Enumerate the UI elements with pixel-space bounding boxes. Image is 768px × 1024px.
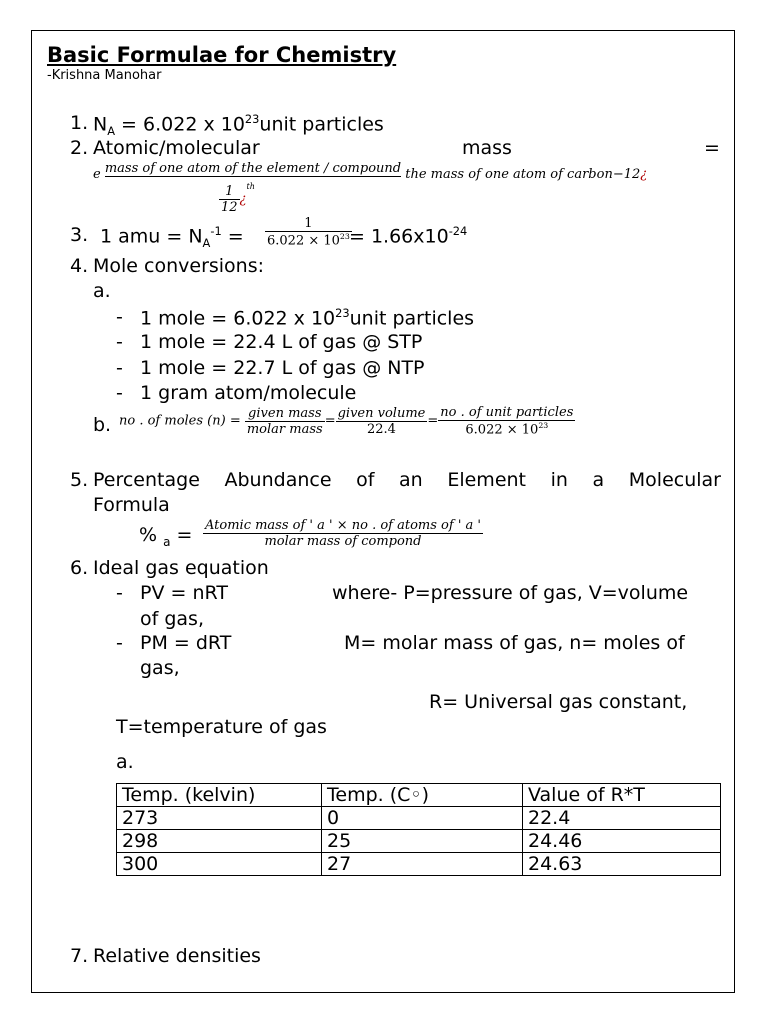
table-header-cell: Temp. (kelvin) (117, 784, 322, 807)
atomic-mass-word-1: Atomic/molecular (93, 137, 260, 159)
table-cell: 0 (322, 807, 523, 830)
avogadro-exponent: 23 (244, 112, 260, 126)
pv-equation: PV = nRT (140, 582, 228, 604)
pv-note: where- P=pressure of gas, V=volume (332, 582, 689, 604)
document-title: Basic Formulae for Chemistry (47, 43, 397, 67)
formula-numerator: mass of one atom of the element / compound (104, 161, 402, 176)
mole-particles-exponent: 23 (335, 306, 350, 320)
mole-ntp-line: 1 mole = 22.7 L of gas @ NTP (140, 357, 425, 379)
pm-equation: PM = dRT (140, 632, 232, 654)
pm-note: M= molar mass of gas, n= moles of (344, 632, 685, 654)
rt-values-table (116, 783, 721, 876)
item-number-7: 7. (70, 945, 89, 967)
particles-fraction-denominator (438, 421, 575, 437)
percentage-abundance-line-2: Formula (93, 494, 170, 516)
sub-item-6a-label: a. (116, 751, 134, 773)
amu-fraction-body (265, 216, 352, 248)
moles-equals-1: = (324, 413, 336, 429)
particles-den-exponent: 23 (538, 421, 549, 430)
mass-fraction-numerator: given mass (245, 406, 325, 422)
formula-e: e (93, 167, 101, 182)
mole-particles-text: 1 mole = 6.022 x 10 (140, 307, 336, 330)
table-cell: 300 (117, 853, 322, 876)
percentage-abundance-line-1: Percentage Abundance of an Element in a Molecular (93, 469, 721, 491)
item-number-6: 6. (70, 557, 89, 579)
amu-equals: = (221, 225, 244, 248)
table-header-cell: Temp. (C◦) (322, 784, 523, 807)
table-cell: 25 (322, 830, 523, 853)
item-number-3: 3. (70, 224, 89, 246)
bullet-dash-1: - (116, 306, 123, 328)
table-row (117, 853, 721, 876)
mole-conversions-heading: Mole conversions: (93, 255, 265, 277)
item-number-5: 5. (70, 469, 89, 491)
sub-item-b-label: b. (93, 414, 112, 436)
fraction-numerator: 1 (219, 184, 240, 200)
mass-fraction-denominator: molar mass (246, 421, 323, 437)
author-line: -Krishna Manohar (47, 68, 162, 83)
amu-den-exponent: 23 (339, 232, 350, 241)
mass-fraction (245, 406, 325, 437)
percent-equals: = (176, 524, 193, 546)
fraction-1-12 (219, 184, 240, 215)
bullet-dash-2: - (116, 331, 123, 353)
gram-atom-line: 1 gram atom/molecule (140, 382, 357, 404)
pm-note-continued: gas, (140, 657, 180, 679)
moles-formula (119, 405, 575, 437)
percentage-numerator: Atomic mass of ' a ' × no . of atoms of ' a ' (205, 518, 481, 533)
avogadro-line (93, 112, 384, 138)
percent-sign: % (139, 524, 158, 546)
r-constant-note: R= Universal gas constant, (429, 691, 688, 713)
bullet-dash-6: - (116, 632, 123, 654)
ideal-gas-heading: Ideal gas equation (93, 557, 269, 579)
bullet-dash-5: - (116, 582, 123, 604)
amu-fraction (265, 216, 352, 248)
item-number-2: 2. (70, 137, 89, 159)
formula-error-glyph: ¿ (640, 167, 648, 182)
item-number-1: 1. (70, 112, 89, 134)
percentage-denominator: molar mass of compond (264, 534, 422, 549)
pv-note-continued: of gas, (140, 608, 204, 630)
amu-value (349, 224, 467, 247)
table-cell: 273 (117, 807, 322, 830)
mole-particles-line (140, 306, 474, 329)
temperature-note: T=temperature of gas (116, 716, 327, 738)
amu-subscript: A (202, 236, 211, 251)
atomic-mass-equals: = (704, 137, 720, 159)
table-cell: 24.46 (523, 830, 721, 853)
table-row (117, 807, 721, 830)
atomic-mass-word-2: mass (462, 137, 512, 159)
bullet-dash-4: - (116, 382, 123, 404)
moles-formula-lhs: no . of moles (n) = (119, 413, 241, 429)
amu-den-text: 6.022 × 10 (267, 233, 340, 249)
percent-subscript: a (163, 534, 171, 549)
avogadro-symbol: N (93, 113, 108, 136)
table-header-cell: Value of R*T (523, 784, 721, 807)
formula-rest: the mass of one atom of carbon−12 (405, 167, 641, 182)
avogadro-value: = 6.022 x 10 (115, 113, 245, 136)
sub-item-a-label: a. (93, 280, 111, 302)
amu-fraction-denominator (265, 232, 352, 248)
th-superscript: th (246, 182, 255, 191)
avogadro-unit: unit particles (259, 113, 384, 136)
volume-fraction (336, 406, 428, 437)
moles-equals-2: = (427, 413, 439, 429)
amu-text: 1 amu = N (100, 225, 203, 248)
particles-fraction-numerator: no . of unit particles (440, 405, 574, 420)
volume-fraction-numerator: given volume (337, 405, 426, 421)
bullet-dash-3: - (116, 357, 123, 379)
atomic-mass-formula (93, 161, 647, 182)
one-twelfth-fraction (219, 182, 255, 215)
table-cell: 22.4 (523, 807, 721, 830)
particles-fraction (438, 405, 575, 437)
table-cell: 27 (322, 853, 523, 876)
fraction-denominator: 12 (221, 200, 238, 215)
table-row (117, 830, 721, 853)
relative-densities-heading: Relative densities (93, 945, 261, 967)
percentage-fraction-body (203, 518, 483, 549)
formula-error-glyph-2: ¿ (239, 192, 247, 207)
table-cell: 24.63 (523, 853, 721, 876)
amu-value-exponent: -24 (448, 224, 468, 238)
table-cell: 298 (117, 830, 322, 853)
mole-stp-line: 1 mole = 22.4 L of gas @ STP (140, 331, 423, 353)
particles-den-text: 6.022 × 10 (465, 422, 539, 438)
amu-value-text: = 1.66x10 (349, 225, 449, 248)
amu-lhs (100, 224, 244, 250)
volume-fraction-denominator: 22.4 (367, 421, 396, 437)
table-header-row (117, 784, 721, 807)
percentage-fraction (203, 518, 483, 549)
percent-symbol (139, 524, 192, 549)
item-number-4: 4. (70, 255, 89, 277)
amu-fraction-numerator: 1 (265, 216, 352, 232)
avogadro-subscript: A (107, 124, 116, 139)
amu-exponent: -1 (210, 224, 222, 238)
mole-particles-unit: unit particles (349, 307, 475, 330)
